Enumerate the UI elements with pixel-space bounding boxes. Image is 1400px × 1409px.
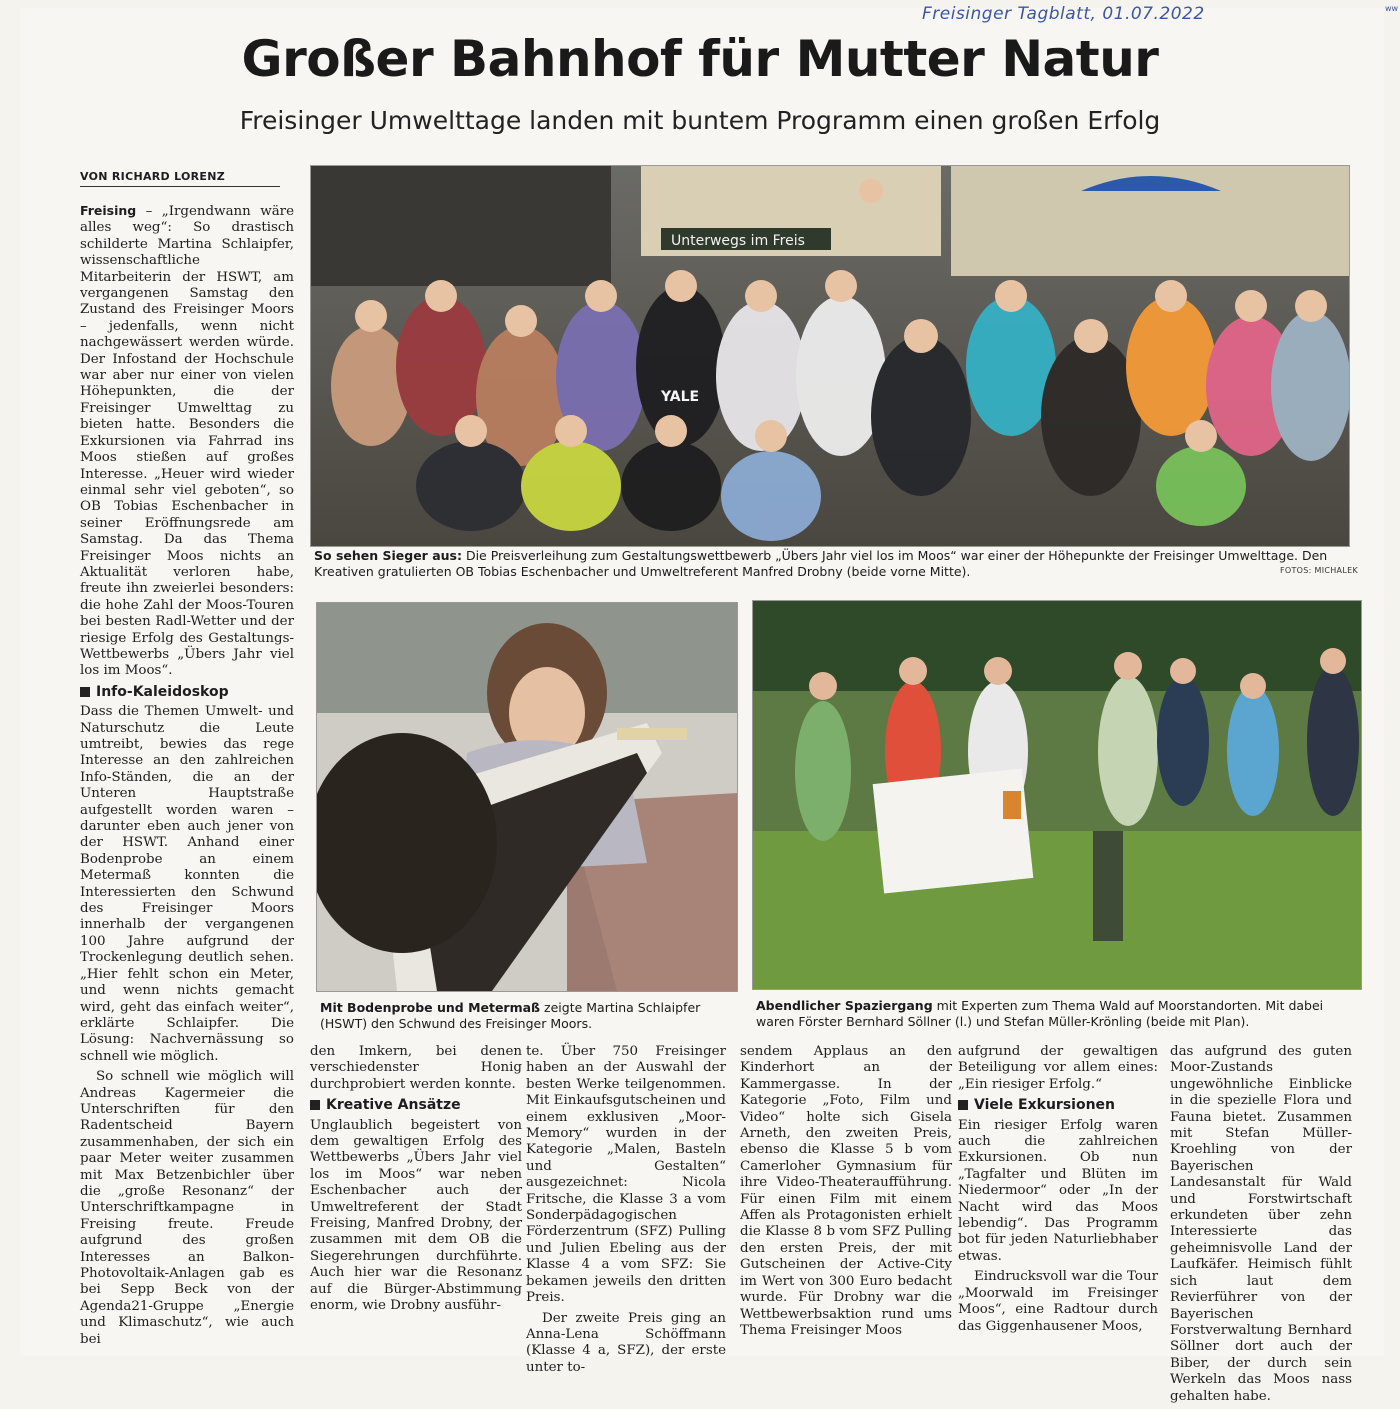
article-column-1 [80,203,294,1352]
photo-credit: FOTOS: MICHALEK [1280,566,1358,575]
square-bullet-icon [958,1100,968,1110]
square-bullet-icon [310,1100,320,1110]
article-column-5 [958,1044,1158,1339]
paragraph: Unglaublich begeistert von dem gewaltigen Erfolg des Wettbewerbs „Übers Jahr viel los im Moos“ war neben Eschenbacher auch der Umweltreferent der Stadt Freising, Manfred Drobny, der zusammen mit dem OB die Siegerehrungen durchführte. Auch hier war die Resonanz auf die Bürger-Abstimmung enorm, wie Drobny ausführ- [310,1117,522,1314]
paragraph: aufgrund der gewaltigen Beteiligung vor allem eines: „Ein riesiger Erfolg.“ [958,1044,1158,1092]
banner-text: Unterwegs im Freis [671,233,805,249]
paragraph: das aufgrund des guten Moor-Zustands ungewöhnliche Einblicke in die spezielle Flora und Fauna bietet. Zusammen mit Stefan Müller-Kroehling von der Bayerischen Landesanstalt für Wald und Forstwirtschaft erkundeten über zehn Interessierte das geheimnisvolle Land der Laufkäfer. Heimisch fühlt sich laut dem Revierführer von der Bayerischen Forstverwaltung Bernhard Söllner dort auch der Biber, der durch sein Werkeln das Moos nass gehalten habe. [1170,1044,1352,1404]
corner-mark: ww [1385,4,1399,13]
paragraph: Dass die Themen Umwelt- und Naturschutz die Leute umtreibt, bewies das rege Interesse an den zahlreichen Info-Ständen, die an der Unteren Hauptstraße aufgestellt worden waren – darunter eben auch jener von der HSWT. Anhand einer Bodenprobe an einem Metermaß konnten die Interessierten den Schwund des Freisinger Moors innerhalb der vergangenen 100 Jahre aufgrund der Trockenlegung deutlich sehen. „Hier fehlt schon ein Meter, und wenn nichts gemacht wird, geht das einfach weiter“, erklärte Schlaipfer. Die Lösung: Nachvernässung so schnell wie möglich. [80,704,294,1064]
subtitle-info-kaleidoskop: Info-Kaleidoskop [80,684,294,700]
paragraph: Eindrucksvoll war die Tour „Moorwald im Freisinger Moos“, eine Radtour durch das Giggenhausener Moos, [958,1269,1158,1334]
paragraph: Der zweite Preis ging an Anna-Lena Schöffmann (Klasse 4 a, SFZ), der erste unter to- [526,1310,726,1375]
headline: Großer Bahnhof für Mutter Natur [241,30,1159,88]
article-column-2 [310,1044,522,1319]
soil-sample-caption: Mit Bodenprobe und Metermaß zeigte Martina Schlaipfer (HSWT) den Schwund des Freisinger Moors. [320,1000,701,1031]
soil-sample-image [317,603,737,991]
square-bullet-icon [80,687,90,697]
paragraph: – „Irgendwann wäre alles weg“: So drastisch schilderte Martina Schlaipfer, wissenschaftliche Mitarbeiterin der HSWT, am vergangenen Samstag den Zustand des Freisinger Moors – jedenfalls, wenn nicht nachgewässert werden würde. Der Infostand der Hochschule war aber nur einer von vielen Höhepunkten, die der Freisinger Umwelttag zu bieten hatte. Besonders die Exkursionen via Fahrrad ins Moos stießen auf großes Interesse. „Heuer wird wieder einmal sehr viel geboten“, so OB Tobias Eschenbacher in seiner Eröffnungsrede am Samstag. Da das Thema Freisinger Moos nichts an Aktualität verloren habe, freute ihn zweierlei besonders: die hohe Zahl der Moos-Touren bei besten Radl-Wetter und der riesige Erfolg des Gestaltungs-Wettbewerbs „Übers Jahr viel los im Moos“. [80,204,294,679]
forest-walk-image [753,601,1361,989]
paragraph: So schnell wie möglich will Andreas Kagermeier die Unterschriften für den Radentscheid Bayern zusammenhaben, der sich ein paar Meter weiter zusammen mit Max Betzenbichler über die „große Resonanz“ der Unterschriftkampagne in Freising freute. Freude aufgrund des großen Interesses an Balkon-Photovoltaik-Anlagen gab es bei Sepp Beck von der Agenda21-Gruppe „Energie und Klimaschutz“, wie auch bei [80,1069,294,1347]
main-photo-caption: So sehen Sieger aus: Die Preisverleihung zum Gestaltungswettbewerb „Übers Jahr viel los im Moos“ war einer der Höhepunkte der Freisinger Umwelttage. Den Kreativen gratulierten OB Tobias Eschenbacher und Umweltreferent Manfred Drobny (beide vorne Mitte). [314,548,1328,579]
paragraph: den Imkern, bei denen verschiedenster Honig durchprobiert werden konnte. [310,1044,522,1092]
byline: VON RICHARD LORENZ [80,170,280,187]
forest-walk-photo [752,600,1362,990]
article-column-4 [740,1044,952,1343]
paragraph: sendem Applaus an den Kinderhort an der Kammergasse. In der Kategorie „Foto, Film und Video“ holte sich Gisela Arneth, den zweiten Preis, ebenso die Klasse 5 b vom Camerloher Gymnasium für ihre Video-Theateraufführung. Für einen Film mit einem Affen als Protagonisten erhielt die Klasse 8 b vom SFZ Pulling den ersten Preis, der mit Gutscheinen der Active-City im Wert von 300 Euro bedacht wurde. Für Drobny war die Wettbewerbsaktion rund ums Thema Freisinger Moos [740,1044,952,1338]
subheadline: Freisinger Umwelttage landen mit buntem Programm einen großen Erfolg [239,106,1161,135]
soil-sample-photo [316,602,738,992]
forest-walk-caption: Abendlicher Spaziergang mit Experten zum Thema Wald auf Moorstandorten. Mit dabei waren Förster Bernhard Söllner (l.) und Stefan Müller-Krönling (beide mit Plan). [756,998,1324,1029]
paragraph: Ein riesiger Erfolg waren auch die zahlreichen Exkursionen. Ob nun „Tagfalter und Blüten im Niedermoor“ oder „In der Nacht wird das Moos lebendig“. Das Programm bot für jeden Naturliebhaber etwas. [958,1117,1158,1264]
subtitle-viele-exkursionen: Viele Exkursionen [958,1097,1158,1113]
paragraph: te. Über 750 Freisinger haben an der Auswahl der besten Werke teilgenommen. Mit Einkaufsgutscheinen und einem exklusiven „Moor-Memory“ wurden in der Kategorie „Malen, Basteln und Gestalten“ ausgezeichnet: Nicola Fritsche, die Klasse 3 a vom Sonderpädagogischen Förderzentrum (SFZ) Pulling und Julien Ebeling aus der Klasse 4 a vom SFZ: Sie bekamen jeweils den dritten Preis. [526,1044,726,1306]
subtitle-kreative-ansaetze: Kreative Ansätze [310,1097,522,1113]
main-photo [310,165,1350,547]
article-column-6 [1170,1044,1352,1409]
main-photo-image [311,166,1349,546]
dateline: Freising [80,203,137,218]
handwritten-note: Freisinger Tagblatt, 01.07.2022 [922,4,1205,24]
article-column-3 [526,1044,726,1380]
shirt-text: YALE [661,389,700,405]
